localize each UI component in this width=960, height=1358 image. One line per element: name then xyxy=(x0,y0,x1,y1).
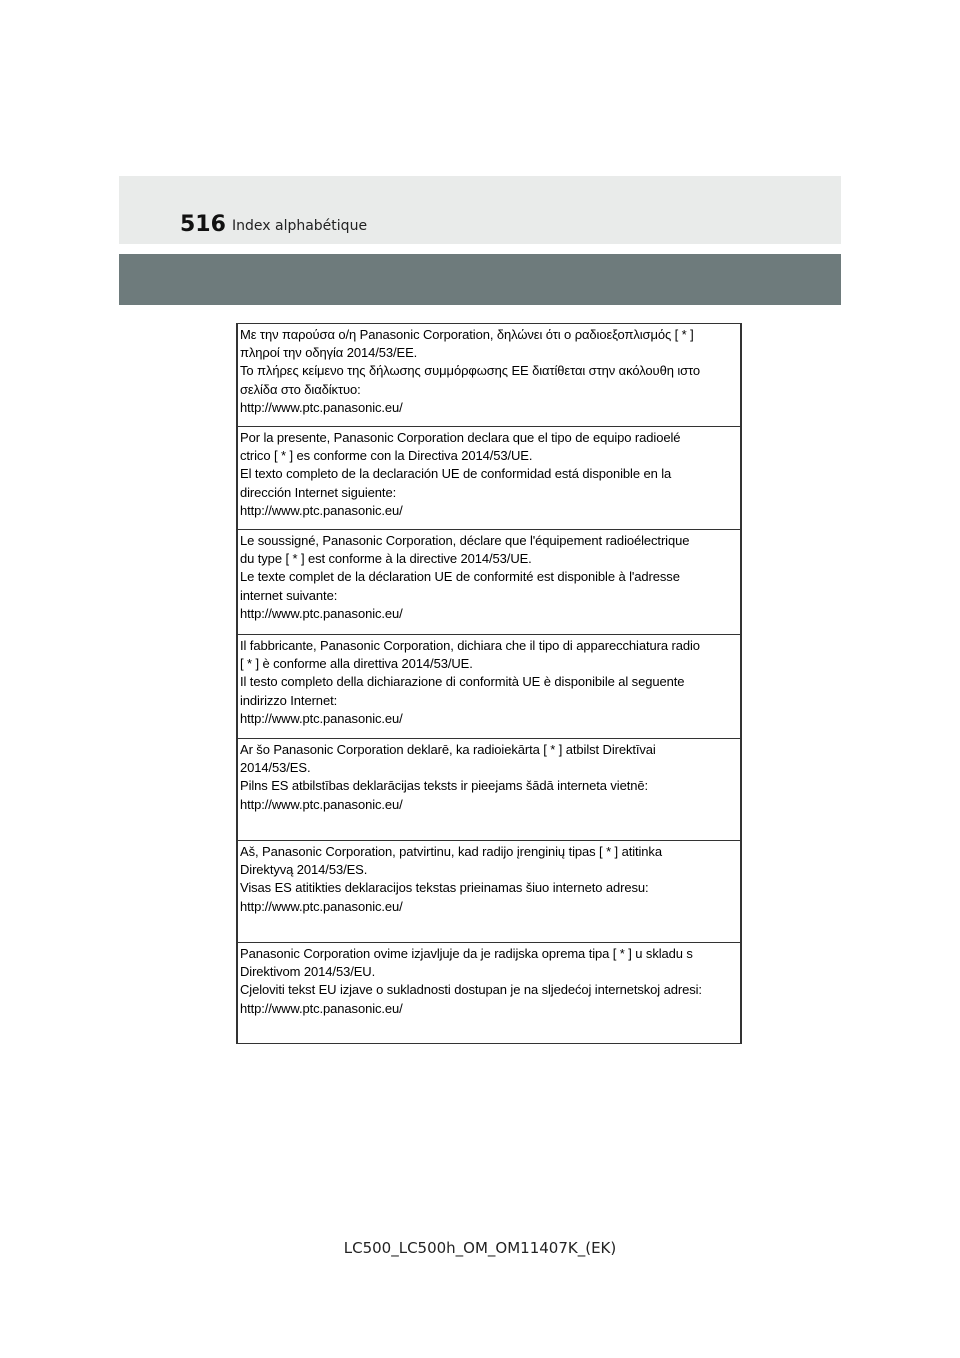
declaration-line: Visas ES atitikties deklaracijos tekstas prieinamas šiuo interneto adresu: xyxy=(240,880,649,896)
declaration-url[interactable]: http://www.ptc.panasonic.eu/ xyxy=(240,399,403,415)
declaration-line: ctrico [ * ] es conforme con la Directiva 2014/53/UE. xyxy=(240,448,533,464)
declaration-line: [ * ] è conforme alla direttiva 2014/53/UE. xyxy=(240,656,473,672)
declaration-line: Με την παρούσα ο/η Panasonic Corporation, δηλώνει ότι ο ραδιοεξοπλισμός [ * ] xyxy=(240,327,694,342)
declaration-block-el xyxy=(238,324,740,426)
declaration-line: Ar šo Panasonic Corporation deklarē, ka radioiekārta [ * ] atbilst Direktīvai xyxy=(240,742,656,757)
declaration-url[interactable]: http://www.ptc.panasonic.eu/ xyxy=(240,502,403,518)
declaration-url[interactable]: http://www.ptc.panasonic.eu/ xyxy=(240,710,403,726)
declaration-table xyxy=(236,323,742,1044)
declaration-line: Il testo completo della dichiarazione di conformità UE è disponibile al seguente xyxy=(240,674,685,690)
declaration-block-lv xyxy=(238,738,740,840)
declaration-block-fr xyxy=(238,529,740,634)
declaration-line: σελίδα στο διαδίκτυο: xyxy=(240,381,361,397)
declaration-block-it xyxy=(238,634,740,738)
declaration-line: Il fabbricante, Panasonic Corporation, dichiara che il tipo di apparecchiatura radio xyxy=(240,638,700,653)
declaration-line: Aš, Panasonic Corporation, patvirtinu, kad radijo įrenginių tipas [ * ] atitinka xyxy=(240,844,662,859)
document-code: LC500_LC500h_OM_OM11407K_(EK) xyxy=(343,1239,617,1257)
declaration-line: Pilns ES atbilstības deklarācijas teksts ir pieejams šādā interneta vietnē: xyxy=(240,778,648,794)
declaration-line: El texto completo de la declaración UE de conformidad está disponible en la xyxy=(240,466,672,482)
declaration-url[interactable]: http://www.ptc.panasonic.eu/ xyxy=(240,796,403,812)
declaration-line: du type [ * ] est conforme à la directive 2014/53/UE. xyxy=(240,551,532,567)
declaration-line: internet suivante: xyxy=(240,587,338,603)
declaration-line: Le texte complet de la déclaration UE de conformité est disponible à l'adresse xyxy=(240,569,680,585)
declaration-block-lt xyxy=(238,840,740,942)
declaration-url[interactable]: http://www.ptc.panasonic.eu/ xyxy=(240,1000,403,1016)
declaration-line: πληροί την οδηγία 2014/53/ΕΕ. xyxy=(240,345,418,361)
declaration-line: Direktyvą 2014/53/ES. xyxy=(240,862,368,878)
declaration-block-hr xyxy=(238,942,740,1043)
header-band xyxy=(119,176,841,244)
declaration-url[interactable]: http://www.ptc.panasonic.eu/ xyxy=(240,605,403,621)
declaration-line: indirizzo Internet: xyxy=(240,692,338,708)
declaration-line: Το πλήρες κείμενο της δήλωσης συμμόρφωσης ΕΕ διατίθεται στην ακόλουθη ιστο xyxy=(240,363,701,379)
declaration-line: Cjeloviti tekst EU izjave o sukladnosti dostupan je na sljedećoj internetskoj adresi: xyxy=(240,982,702,998)
section-title: Index alphabétique xyxy=(232,218,368,234)
declaration-line: Direktivom 2014/53/EU. xyxy=(240,964,376,980)
page-number: 516 xyxy=(180,212,226,237)
declaration-line: Por la presente, Panasonic Corporation declara que el tipo de equipo radioelé xyxy=(240,430,681,445)
decorative-gray-bar xyxy=(119,254,841,305)
declaration-block-es xyxy=(238,426,740,529)
declaration-line: Panasonic Corporation ovime izjavljuje da je radijska oprema tipa [ * ] u skladu s xyxy=(240,946,693,961)
declaration-line: 2014/53/ES. xyxy=(240,760,311,776)
declaration-line: dirección Internet siguiente: xyxy=(240,484,397,500)
declaration-url[interactable]: http://www.ptc.panasonic.eu/ xyxy=(240,898,403,914)
declaration-line: Le soussigné, Panasonic Corporation, déclare que l'équipement radioélectrique xyxy=(240,533,690,548)
